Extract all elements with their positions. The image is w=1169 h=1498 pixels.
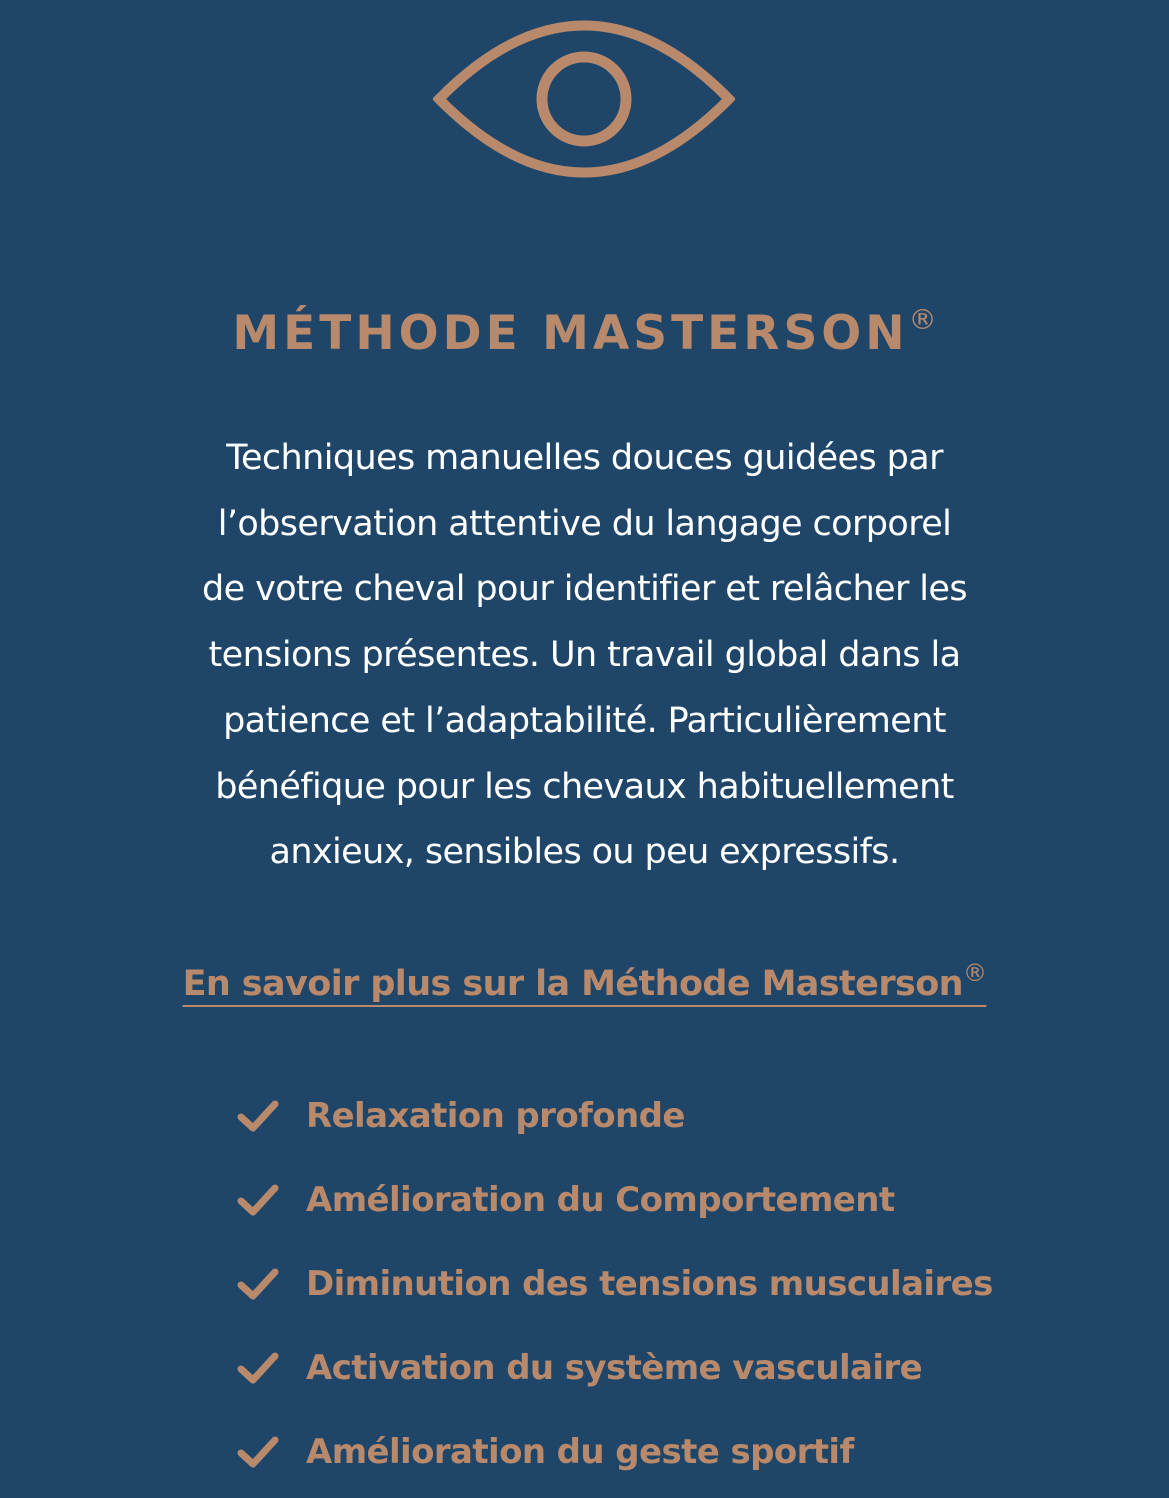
description-line: Techniques manuelles douces guidées par bbox=[226, 438, 943, 478]
check-icon bbox=[236, 1432, 280, 1472]
check-icon bbox=[236, 1096, 280, 1136]
description-line: patience et l’adaptabilité. Particulièrement bbox=[223, 700, 946, 741]
description-line: bénéfique pour les chevaux habituellement bbox=[215, 766, 954, 807]
benefit-label: Amélioration du Comportement bbox=[306, 1180, 895, 1220]
learn-more-link-label[interactable]: En savoir plus sur la Méthode Masterson bbox=[182, 964, 963, 1004]
description-line: l’observation attentive du langage corporel bbox=[217, 503, 952, 544]
page-title bbox=[0, 300, 1169, 368]
benefit-label: Diminution des tensions musculaires bbox=[306, 1264, 993, 1304]
eye-icon bbox=[433, 12, 735, 186]
description-line: de votre cheval pour identifier et relâcher les bbox=[202, 569, 967, 610]
description-line: anxieux, sensibles ou peu expressifs. bbox=[269, 832, 900, 873]
check-icon bbox=[236, 1264, 280, 1304]
learn-more-link[interactable] bbox=[0, 954, 1169, 1014]
list-item bbox=[236, 1074, 1116, 1158]
check-icon bbox=[236, 1180, 280, 1220]
list-item bbox=[236, 1242, 1116, 1326]
benefit-label: Amélioration du geste sportif bbox=[306, 1432, 854, 1472]
registered-mark: ® bbox=[908, 303, 937, 336]
benefits-list bbox=[236, 1074, 1116, 1494]
benefit-label: Relaxation profonde bbox=[306, 1096, 685, 1136]
description-line: tensions présentes. Un travail global dans la bbox=[208, 635, 961, 676]
check-icon bbox=[236, 1348, 280, 1388]
title-text: MÉTHODE MASTERSON bbox=[232, 306, 909, 361]
benefit-label: Activation du système vasculaire bbox=[306, 1348, 923, 1388]
list-item bbox=[236, 1326, 1116, 1410]
description bbox=[110, 426, 1059, 886]
registered-mark: ® bbox=[962, 959, 987, 987]
list-item bbox=[236, 1158, 1116, 1242]
list-item bbox=[236, 1410, 1116, 1494]
